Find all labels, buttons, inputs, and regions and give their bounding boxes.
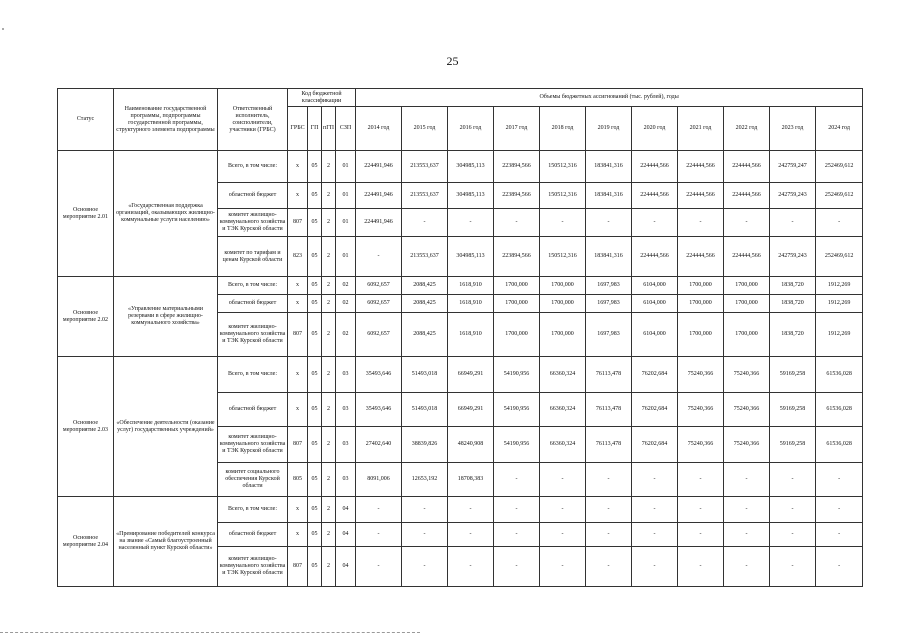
grbs-cell: х (288, 183, 308, 209)
amount-cell: - (540, 497, 586, 523)
amount-cell: - (540, 547, 586, 587)
header-year: 2022 год (724, 107, 770, 151)
amount-cell: 76202,684 (632, 393, 678, 427)
amount-cell: - (816, 463, 863, 497)
amount-cell: 213553,637 (402, 183, 448, 209)
amount-cell: - (724, 463, 770, 497)
gp-cell: 05 (308, 393, 322, 427)
amount-cell: - (402, 497, 448, 523)
responsible-cell: комитет жилищно-коммунального хозяйства и ТЭК Курской области (218, 547, 288, 587)
amount-cell: - (356, 497, 402, 523)
amount-cell: - (448, 209, 494, 237)
amount-cell: 213553,637 (402, 151, 448, 183)
amount-cell: - (402, 547, 448, 587)
amount-cell: 35493,646 (356, 393, 402, 427)
status-cell: Основное мероприятие 2.03 (58, 357, 114, 497)
pgp-cell: 2 (322, 357, 336, 393)
amount-cell: 66360,324 (540, 427, 586, 463)
amount-cell: 183841,316 (586, 151, 632, 183)
amount-cell: - (586, 547, 632, 587)
amount-cell: 1700,000 (724, 313, 770, 357)
amount-cell: - (816, 547, 863, 587)
amount-cell: - (632, 497, 678, 523)
amount-cell: - (586, 209, 632, 237)
amount-cell: - (448, 547, 494, 587)
measure-name-cell: «Премирование победителей конкурса на звание «Самый благоустроенный населенный пункт Курской области» (114, 497, 218, 587)
amount-cell: 51493,018 (402, 393, 448, 427)
amount-cell: 27402,640 (356, 427, 402, 463)
table-row (58, 497, 863, 523)
amount-cell: - (816, 523, 863, 547)
responsible-cell: Всего, в том числе: (218, 151, 288, 183)
amount-cell: 6092,657 (356, 277, 402, 295)
amount-cell: 76202,684 (632, 357, 678, 393)
pgp-cell: 2 (322, 497, 336, 523)
amount-cell: 66360,324 (540, 393, 586, 427)
amount-cell: 252469,612 (816, 183, 863, 209)
responsible-cell: Всего, в том числе: (218, 277, 288, 295)
gp-cell: 05 (308, 427, 322, 463)
responsible-cell: комитет жилищно-коммунального хозяйства и ТЭК Курской области (218, 427, 288, 463)
amount-cell: 61536,028 (816, 427, 863, 463)
amount-cell: 6092,657 (356, 295, 402, 313)
szp-cell: 02 (336, 295, 356, 313)
responsible-cell: комитет социального обеспечения Курской области (218, 463, 288, 497)
amount-cell: 304985,113 (448, 151, 494, 183)
amount-cell: - (540, 209, 586, 237)
gp-cell: 05 (308, 357, 322, 393)
header-pgp: пГП (322, 107, 336, 151)
amount-cell: - (770, 463, 816, 497)
header-year: 2014 год (356, 107, 402, 151)
amount-cell: 66949,291 (448, 357, 494, 393)
amount-cell: - (632, 463, 678, 497)
gp-cell: 05 (308, 523, 322, 547)
amount-cell: 61536,028 (816, 357, 863, 393)
amount-cell: 61536,028 (816, 393, 863, 427)
responsible-cell: областной бюджет (218, 523, 288, 547)
amount-cell: 224444,566 (678, 237, 724, 277)
amount-cell: 6092,657 (356, 313, 402, 357)
amount-cell: - (770, 547, 816, 587)
amount-cell: - (678, 497, 724, 523)
amount-cell: 1700,000 (494, 295, 540, 313)
header-grbs: ГРБС (288, 107, 308, 151)
amount-cell: 59169,258 (770, 427, 816, 463)
szp-cell: 03 (336, 463, 356, 497)
amount-cell: 75240,366 (724, 393, 770, 427)
status-cell: Основное мероприятие 2.01 (58, 151, 114, 277)
pgp-cell: 2 (322, 427, 336, 463)
amount-cell: - (540, 523, 586, 547)
pgp-cell: 2 (322, 463, 336, 497)
szp-cell: 04 (336, 497, 356, 523)
gp-cell: 05 (308, 547, 322, 587)
amount-cell: 2088,425 (402, 277, 448, 295)
status-cell: Основное мероприятие 2.04 (58, 497, 114, 587)
amount-cell: - (494, 523, 540, 547)
grbs-cell: 807 (288, 427, 308, 463)
measure-name-cell: «Управление материальными резервами в сфере жилищно-коммунального хозяйства» (114, 277, 218, 357)
amount-cell: 183841,316 (586, 183, 632, 209)
amount-cell: 1912,269 (816, 277, 863, 295)
amount-cell: - (356, 523, 402, 547)
header-responsible: Ответственный исполнитель, соисполнители, участники (ГРБС) (218, 89, 288, 151)
amount-cell: 224491,946 (356, 209, 402, 237)
amount-cell: 1700,000 (494, 277, 540, 295)
amount-cell: 224444,566 (724, 237, 770, 277)
amount-cell: - (678, 547, 724, 587)
responsible-cell: комитет по тарифам и ценам Курской области (218, 237, 288, 277)
header-year: 2024 год (816, 107, 863, 151)
responsible-cell: Всего, в том числе: (218, 497, 288, 523)
szp-cell: 03 (336, 427, 356, 463)
table-row (58, 277, 863, 295)
gp-cell: 05 (308, 209, 322, 237)
szp-cell: 01 (336, 237, 356, 277)
amount-cell: 48240,908 (448, 427, 494, 463)
amount-cell: 252469,612 (816, 237, 863, 277)
header-name: Наименование государственной программы, подпрограммы государственной программы, структурного элемента подпрограммы (114, 89, 218, 151)
grbs-cell: 807 (288, 313, 308, 357)
amount-cell: 12653,192 (402, 463, 448, 497)
amount-cell: 223894,566 (494, 151, 540, 183)
gp-cell: 05 (308, 463, 322, 497)
amount-cell: - (724, 523, 770, 547)
amount-cell: 75240,366 (724, 427, 770, 463)
grbs-cell: 805 (288, 463, 308, 497)
header-gp: ГП (308, 107, 322, 151)
amount-cell: 150512,316 (540, 237, 586, 277)
amount-cell: - (494, 497, 540, 523)
amount-cell: 35493,646 (356, 357, 402, 393)
header-year: 2015 год (402, 107, 448, 151)
pgp-cell: 2 (322, 277, 336, 295)
page-number: 25 (446, 54, 459, 68)
amount-cell: - (678, 463, 724, 497)
budget-table (57, 88, 863, 587)
table-body (58, 151, 863, 587)
header-year: 2016 год (448, 107, 494, 151)
responsible-cell: комитет жилищно-коммунального хозяйства и ТЭК Курской области (218, 209, 288, 237)
szp-cell: 01 (336, 209, 356, 237)
amount-cell: 224444,566 (678, 151, 724, 183)
amount-cell: 1700,000 (494, 313, 540, 357)
amount-cell: - (586, 497, 632, 523)
grbs-cell: х (288, 523, 308, 547)
amount-cell: 1618,910 (448, 277, 494, 295)
amount-cell: 54190,956 (494, 357, 540, 393)
amount-cell: 224491,946 (356, 183, 402, 209)
amount-cell: 150512,316 (540, 183, 586, 209)
amount-cell: 1697,983 (586, 295, 632, 313)
amount-cell: 1618,910 (448, 295, 494, 313)
amount-cell: 2088,425 (402, 313, 448, 357)
grbs-cell: х (288, 393, 308, 427)
amount-cell: - (724, 209, 770, 237)
amount-cell: 1838,720 (770, 313, 816, 357)
amount-cell: 6104,000 (632, 313, 678, 357)
header-year: 2019 год (586, 107, 632, 151)
amount-cell: - (678, 209, 724, 237)
amount-cell: 224444,566 (724, 151, 770, 183)
amount-cell: 224444,566 (632, 151, 678, 183)
amount-cell: 1700,000 (678, 295, 724, 313)
amount-cell: 1700,000 (540, 295, 586, 313)
amount-cell: - (540, 463, 586, 497)
pgp-cell: 2 (322, 523, 336, 547)
pgp-cell: 2 (322, 209, 336, 237)
amount-cell: - (356, 237, 402, 277)
amount-cell: - (770, 209, 816, 237)
amount-cell: 183841,316 (586, 237, 632, 277)
amount-cell: 242759,243 (770, 183, 816, 209)
grbs-cell: х (288, 151, 308, 183)
szp-cell: 02 (336, 313, 356, 357)
grbs-cell: х (288, 357, 308, 393)
amount-cell: - (448, 523, 494, 547)
amount-cell: - (402, 209, 448, 237)
amount-cell: 1697,983 (586, 313, 632, 357)
amount-cell: - (632, 523, 678, 547)
amount-cell: 66360,324 (540, 357, 586, 393)
header-year: 2023 год (770, 107, 816, 151)
amount-cell: - (724, 497, 770, 523)
amount-cell: - (494, 209, 540, 237)
amount-cell: 76113,478 (586, 393, 632, 427)
pgp-cell: 2 (322, 393, 336, 427)
scan-artifact (2, 28, 4, 30)
amount-cell: 6104,000 (632, 295, 678, 313)
amount-cell: 242759,247 (770, 151, 816, 183)
amount-cell: 66949,291 (448, 393, 494, 427)
measure-name-cell: «Государственная поддержка организаций, оказывающих жилищно-коммунальные услуги населению» (114, 151, 218, 277)
amount-cell: - (356, 547, 402, 587)
header-status: Статус (58, 89, 114, 151)
grbs-cell: х (288, 295, 308, 313)
pgp-cell: 2 (322, 151, 336, 183)
table-row (58, 357, 863, 393)
pgp-cell: 2 (322, 237, 336, 277)
amount-cell: 1700,000 (678, 313, 724, 357)
gp-cell: 05 (308, 313, 322, 357)
amount-cell: 75240,366 (678, 393, 724, 427)
amount-cell: 1700,000 (540, 313, 586, 357)
amount-cell: 224444,566 (678, 183, 724, 209)
table-row (58, 151, 863, 183)
amount-cell: 59169,258 (770, 357, 816, 393)
amount-cell: 8091,006 (356, 463, 402, 497)
header-year: 2017 год (494, 107, 540, 151)
responsible-cell: областной бюджет (218, 295, 288, 313)
gp-cell: 05 (308, 295, 322, 313)
grbs-cell: 807 (288, 209, 308, 237)
gp-cell: 05 (308, 497, 322, 523)
gp-cell: 05 (308, 237, 322, 277)
amount-cell: 76113,478 (586, 427, 632, 463)
scan-edge-line (0, 632, 420, 634)
amount-cell: 1700,000 (678, 277, 724, 295)
amount-cell: 76113,478 (586, 357, 632, 393)
gp-cell: 05 (308, 151, 322, 183)
amount-cell: 18708,383 (448, 463, 494, 497)
szp-cell: 04 (336, 523, 356, 547)
amount-cell: 76202,684 (632, 427, 678, 463)
amount-cell: - (494, 547, 540, 587)
header-year: 2018 год (540, 107, 586, 151)
amount-cell: - (494, 463, 540, 497)
amount-cell: 150512,316 (540, 151, 586, 183)
responsible-cell: Всего, в том числе: (218, 357, 288, 393)
amount-cell: 1700,000 (724, 295, 770, 313)
amount-cell: - (632, 547, 678, 587)
amount-cell: 213553,637 (402, 237, 448, 277)
amount-cell: 304985,113 (448, 237, 494, 277)
amount-cell: 1838,720 (770, 277, 816, 295)
pgp-cell: 2 (322, 547, 336, 587)
amount-cell: 59169,258 (770, 393, 816, 427)
pgp-cell: 2 (322, 295, 336, 313)
table-header (58, 89, 863, 151)
grbs-cell: х (288, 277, 308, 295)
responsible-cell: областной бюджет (218, 393, 288, 427)
amount-cell: 252469,612 (816, 151, 863, 183)
amount-cell: 51493,018 (402, 357, 448, 393)
status-cell: Основное мероприятие 2.02 (58, 277, 114, 357)
pgp-cell: 2 (322, 183, 336, 209)
header-year: 2020 год (632, 107, 678, 151)
amount-cell: - (448, 497, 494, 523)
grbs-cell: х (288, 497, 308, 523)
amount-cell: - (770, 523, 816, 547)
amount-cell: - (586, 463, 632, 497)
amount-cell: 1912,269 (816, 295, 863, 313)
amount-cell: 224444,566 (632, 237, 678, 277)
amount-cell: 1618,910 (448, 313, 494, 357)
amount-cell: - (678, 523, 724, 547)
amount-cell: 54190,956 (494, 427, 540, 463)
amount-cell: 223894,566 (494, 183, 540, 209)
grbs-cell: 807 (288, 547, 308, 587)
pgp-cell: 2 (322, 313, 336, 357)
amount-cell: - (632, 209, 678, 237)
header-szp: СЗП (336, 107, 356, 151)
szp-cell: 01 (336, 183, 356, 209)
amount-cell: - (724, 547, 770, 587)
amount-cell: - (816, 209, 863, 237)
amount-cell: 224491,946 (356, 151, 402, 183)
responsible-cell: областной бюджет (218, 183, 288, 209)
szp-cell: 04 (336, 547, 356, 587)
amount-cell: 1838,720 (770, 295, 816, 313)
gp-cell: 05 (308, 277, 322, 295)
amount-cell: 1700,000 (540, 277, 586, 295)
amount-cell: - (586, 523, 632, 547)
szp-cell: 03 (336, 357, 356, 393)
szp-cell: 03 (336, 393, 356, 427)
amount-cell: - (402, 523, 448, 547)
header-code-group: Код бюджетной классификации (288, 89, 356, 107)
header-volumes: Объемы бюджетных ассигнований (тыс. рублей), годы (356, 89, 863, 107)
amount-cell: 75240,366 (724, 357, 770, 393)
measure-name-cell: «Обеспечение деятельности (оказание услуг) государственных учреждений» (114, 357, 218, 497)
amount-cell: 304985,113 (448, 183, 494, 209)
amount-cell: 54190,956 (494, 393, 540, 427)
gp-cell: 05 (308, 183, 322, 209)
amount-cell: 223894,566 (494, 237, 540, 277)
grbs-cell: 823 (288, 237, 308, 277)
amount-cell: 1697,983 (586, 277, 632, 295)
szp-cell: 02 (336, 277, 356, 295)
amount-cell: 38839,826 (402, 427, 448, 463)
header-year: 2021 год (678, 107, 724, 151)
amount-cell: 242759,243 (770, 237, 816, 277)
amount-cell: 224444,566 (724, 183, 770, 209)
amount-cell: 75240,366 (678, 427, 724, 463)
amount-cell: 6104,000 (632, 277, 678, 295)
amount-cell: - (816, 497, 863, 523)
amount-cell: 2088,425 (402, 295, 448, 313)
responsible-cell: комитет жилищно-коммунального хозяйства и ТЭК Курской области (218, 313, 288, 357)
amount-cell: 224444,566 (632, 183, 678, 209)
amount-cell: 75240,366 (678, 357, 724, 393)
szp-cell: 01 (336, 151, 356, 183)
amount-cell: - (770, 497, 816, 523)
amount-cell: 1700,000 (724, 277, 770, 295)
amount-cell: 1912,269 (816, 313, 863, 357)
